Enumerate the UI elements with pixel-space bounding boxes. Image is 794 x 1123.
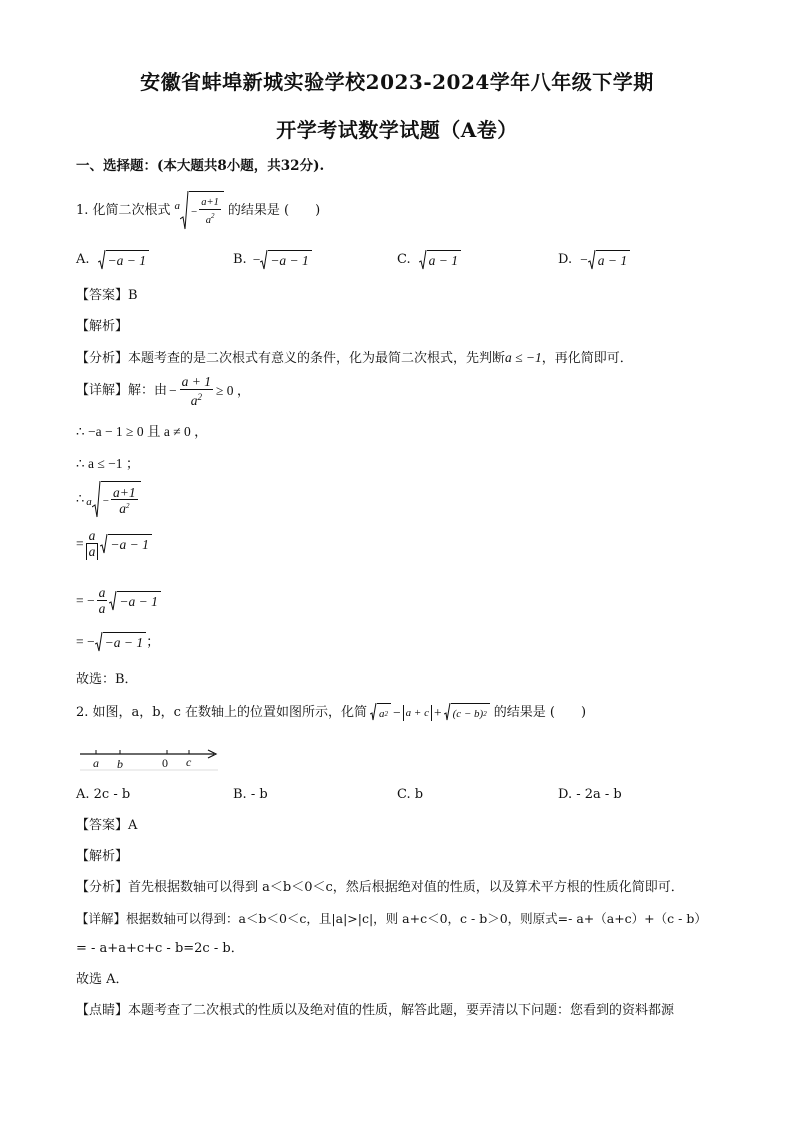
q1-analysis: 【分析】本题考查的是二次根式有意义的条件，化为最简二次根式，先判断a ≤ −1，再化简即可． bbox=[76, 350, 633, 366]
q1-option-b[interactable]: B. − −a − 1 bbox=[233, 250, 312, 270]
axis-label-0: 0 bbox=[162, 756, 168, 770]
q1-stem bbox=[76, 191, 320, 231]
number-line bbox=[76, 744, 226, 776]
q2-jiexi: 【解析】 bbox=[76, 849, 129, 864]
q1-option-a[interactable]: A. −a − 1 bbox=[76, 250, 149, 270]
q1-detail: 【详解】解：由 − $\frac{a + 1}{a^2}$ ≥ 0 ， bbox=[76, 374, 251, 408]
q1-jiexi: 【解析】 bbox=[76, 319, 129, 334]
section-heading: 一、选择题：(本大题共8小题，共32分). bbox=[76, 158, 325, 174]
q1-answer: 【答案】B bbox=[76, 288, 138, 303]
q2-option-d[interactable]: D. - 2a - b bbox=[558, 787, 622, 802]
q2-expression: a 2 − a + c + (c − b) 2 bbox=[370, 703, 490, 723]
q2-note: 【点睛】本题考查了二次根式的性质以及绝对值的性质，解答此题，要弄清以下问题：您看到的资料都源 bbox=[76, 1003, 675, 1018]
q1-expression: a − $\frac{a+1}{a^2}$ bbox=[175, 191, 224, 231]
doc-title-line2: 开学考试数学试题（A卷） bbox=[276, 118, 518, 142]
q2-analysis: 【分析】首先根据数轴可以得到 a＜b＜0＜c，然后根据绝对值的性质，以及算术平方根的性质化简即可． bbox=[76, 880, 684, 895]
q1-step3: ∴ a − $\frac{a+1}{a^2}$ bbox=[76, 481, 141, 519]
doc-title-line1: 安徽省蚌埠新城实验学校2023-2024学年八年级下学期 bbox=[140, 70, 654, 94]
q2-answer: 【答案】A bbox=[76, 818, 138, 833]
q1-step4: = $\frac{a}{a}$ −a − 1 bbox=[76, 528, 152, 560]
q2-stem bbox=[76, 703, 586, 723]
q1-step5: = − $\frac{a}{a}$ −a − 1 bbox=[76, 585, 161, 616]
q1-step1: ∴ −a − 1 ≥ 0 且 a ≠ 0 ， bbox=[76, 424, 208, 439]
axis-label-c: c bbox=[186, 755, 192, 769]
q2-detail-line2: = - a+a+c+c - b=2c - b． bbox=[76, 941, 244, 956]
q2-option-a[interactable]: A. 2c - b bbox=[76, 787, 131, 802]
q1-step2: ∴ a ≤ −1 ； bbox=[76, 456, 140, 471]
q1-option-d[interactable]: D. − a − 1 bbox=[558, 250, 630, 270]
axis-label-b: b bbox=[117, 757, 123, 771]
q1-option-c[interactable]: C. a − 1 bbox=[397, 250, 461, 270]
axis-label-a: a bbox=[93, 756, 99, 770]
q1-conclusion: 故选：B． bbox=[76, 672, 138, 687]
q2-stem-prefix: 2. 如图，a，b，c 在数轴上的位置如图所示，化简 bbox=[76, 705, 368, 720]
q2-option-c[interactable]: C. b bbox=[397, 787, 424, 802]
q2-detail-line1: 【详解】根据数轴可以得到：a＜b＜0＜c，且|a|>|c|，则 a+c＜0，c - b＞0，则原式=- a+（a+c）+（c - b） bbox=[76, 911, 707, 926]
q1-stem-prefix: 1. 化简二次根式 bbox=[76, 203, 171, 218]
radical-sign: − $\frac{a+1}{a^2}$ bbox=[180, 191, 224, 231]
q1-step6: = − −a − 1 ； bbox=[76, 634, 160, 650]
q2-option-b[interactable]: B. - b bbox=[233, 787, 268, 802]
q2-stem-suffix: 的结果是 ( ) bbox=[493, 705, 587, 720]
q1-stem-suffix: 的结果是 ( ) bbox=[227, 203, 321, 218]
q2-conclusion: 故选 A． bbox=[76, 972, 129, 987]
